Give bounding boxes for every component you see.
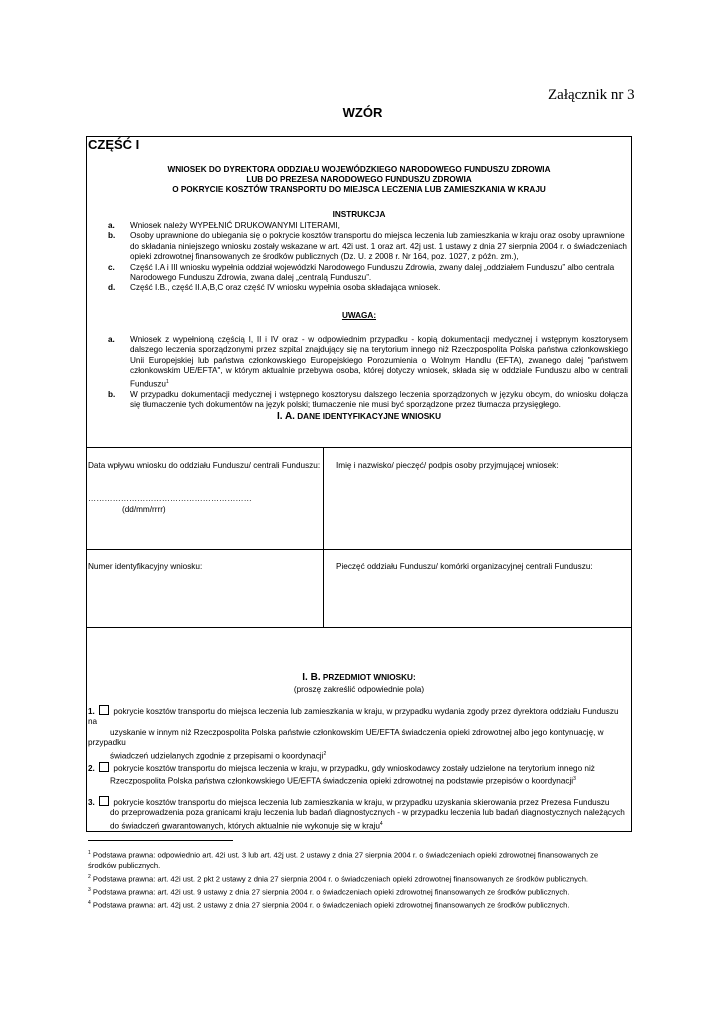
- application-id-label: Numer identyfikacyjny wniosku:: [88, 562, 203, 571]
- footnote-marker: 4: [88, 899, 91, 906]
- option-2: [88, 762, 628, 788]
- item-label: a.: [108, 335, 115, 344]
- footnote: [88, 848, 628, 872]
- item-text: Osoby uprawnione do ubiegania się o pokrycie kosztów transportu do miejsca leczenia lub zamieszkania w kraju oraz osoby uprawnione do składania niniejszego wniosku zostały wskazane w art. 42i ust. 1 oraz art. 42j ust. 1 ustawy z dnia 27 sierpnia 2004 r. o świadczeniach opieki zdrowotnej finansowanych ze środków publicznych (Dz. U. z 2008 r. Nr 164, poz. 1027, z późn. zm.),: [130, 231, 627, 262]
- list-item: [108, 263, 628, 284]
- section-b-title: PRZEDMIOT WNIOSKU:: [322, 673, 416, 682]
- footnote-text: Podstawa prawna: art. 42i ust. 9 ustawy z dnia 27 sierpnia 2004 r. o świadczeniach opieki zdrowotnej finansowanych ze środków publicznych.: [90, 887, 570, 897]
- form-title: [86, 165, 632, 195]
- part-title: CZĘŚĆ I: [88, 137, 140, 152]
- option-1: [88, 705, 628, 762]
- option-3-checkbox[interactable]: [99, 796, 109, 806]
- footnote-ref: 4: [379, 820, 383, 827]
- item-text: Wniosek z wypełnioną częścią I, II i IV oraz - w odpowiednim przypadku - kopią dokumentacji medycznej i wstępnym kosztorysem dalszego leczenia sporządzonymi przez szpital znajdujący się na terytorium innego niż Rzeczpospolita Polska państwa członkowskiego Unii Europejskiej lub państwa członkowskiego Europejskiego Porozumienia o Wolnym Handlu (EFTA), zwanego dalej "państwem członkowskim UE/EFTA", w którym aktualnie przebywa osoba, której dotyczy wniosek, składa się w oddziale Funduszu albo w centrali Funduszu: [130, 335, 628, 389]
- date-received-field[interactable]: ……………………………………………………: [88, 494, 252, 503]
- footnote: [88, 898, 628, 911]
- footnote-ref: 3: [573, 776, 576, 783]
- item-label: a.: [108, 221, 115, 230]
- item-label: b.: [108, 231, 116, 241]
- item-text: Część I.B., część II.A,B,C oraz część IV wniosku wypełnia osoba składająca wniosek.: [130, 283, 441, 293]
- option-number: 1.: [88, 707, 95, 716]
- footnote-ref: 2: [323, 750, 327, 757]
- option-text: świadczeń udzielanych zgodnie z przepisami o koordynacji: [110, 751, 324, 761]
- option-2-checkbox[interactable]: [99, 762, 109, 772]
- option-text: uzyskanie w innym niż Rzeczpospolita Polska państwie członkowskim UE/EFTA świadczenia opieki zdrowotnej albo jego kontynuację, w: [110, 727, 604, 737]
- option-text: Rzeczpospolita Polska państwa członkowskiego UE/EFTA świadczenia opieki zdrowotnej na podstawie przepisów o koordynacji: [110, 777, 574, 787]
- footnote-text: Podstawa prawna: odpowiednio art. 42i ust. 3 lub art. 42j ust. 2 ustawy z dnia 27 sierpnia 2004 r. o świadczeniach opieki zdrowotnej finansowanych ze środków publicznych.: [88, 850, 599, 871]
- option-text: do przeprowadzenia poza granicami kraju leczenia lub badań diagnostycznych - w przypadku leczenia lub badań diagnostycznych należących: [110, 808, 625, 818]
- section-b-heading: [86, 672, 632, 683]
- footnote: [88, 872, 628, 885]
- footnote-text: Podstawa prawna: art. 42i ust. 2 pkt 2 ustawy z dnia 27 sierpnia 2004 r. o świadczeniach opieki zdrowotnej finansowanych ze środków publicznych.: [90, 874, 589, 884]
- notice-list: [108, 335, 628, 411]
- fund-stamp-label: Pieczęć oddziału Funduszu/ komórki organizacyjnej centrali Funduszu:: [336, 562, 593, 571]
- date-format-hint: (dd/mm/rrrr): [122, 505, 166, 514]
- option-1-checkbox[interactable]: [99, 705, 109, 715]
- option-number: 3.: [88, 798, 95, 807]
- item-label: c.: [108, 262, 115, 272]
- option-3: [88, 796, 628, 832]
- instructions-list: [108, 221, 628, 294]
- footnote: [88, 885, 628, 898]
- item-text: Wniosek należy WYPEŁNIĆ DRUKOWANYMI LITERAMI,: [130, 221, 340, 230]
- option-text: pokrycie kosztów transportu do miejsca leczenia w kraju, w przypadku, gdy wnioskodawcy zostały udzielone na terytorium innego niż: [113, 764, 595, 773]
- footnote-marker: 2: [88, 873, 91, 880]
- section-a-title: DANE IDENTYFIKACYJNE WNIOSKU: [297, 412, 441, 421]
- footnotes: [88, 848, 628, 911]
- option-text: pokrycie kosztów transportu do miejsca leczenia lub zamieszkania w kraju, w przypadku wydania zgody przez dyrektora oddziału Funduszu na: [88, 707, 619, 727]
- form-title-line: WNIOSEK DO DYREKTORA ODDZIAŁU WOJEWÓDZKIEGO NARODOWEGO FUNDUSZU ZDROWIA: [167, 165, 551, 174]
- list-item: [108, 231, 628, 262]
- annex-label: Załącznik nr 3: [548, 87, 635, 103]
- instructions-heading: INSTRUKCJA: [332, 210, 386, 219]
- option-text: przypadku: [88, 738, 126, 748]
- footnote-ref: 1: [165, 378, 169, 385]
- notice-heading: UWAGA:: [341, 311, 377, 320]
- section-a-number: I. A.: [277, 411, 295, 422]
- option-text: do świadczeń gwarantowanych, których aktualnie nie wykonuje się w kraju: [110, 821, 380, 831]
- section-a-heading: [86, 411, 632, 422]
- list-item: [108, 283, 628, 293]
- document-title: WZÓR: [342, 105, 383, 120]
- footnote-text: Podstawa prawna: art. 42j ust. 2 ustawy z dnia 27 sierpnia 2004 r. o świadczeniach opieki zdrowotnej finansowanych ze środków publicznych.: [90, 900, 570, 910]
- list-item: [108, 335, 628, 390]
- form-title-line: O POKRYCIE KOSZTÓW TRANSPORTU DO MIEJSCA LECZENIA LUB ZAMIESZKANIA W KRAJU: [172, 185, 546, 194]
- item-text: W przypadku dokumentacji medycznej i wstępnego kosztorysu dalszego leczenia sporządzonych w języku obcym, do wniosku dołącza się tłumaczenie tych dokumentów na język polski; tłumaczenie nie musi być sporządzone przez tłumacza przysięgłego.: [130, 389, 628, 410]
- option-text: pokrycie kosztów transportu do miejsca leczenia lub zamieszkania w kraju, w przypadku uzyskania skierowania przez Prezesa Funduszu: [113, 798, 610, 807]
- section-a-table: [86, 447, 632, 628]
- item-text: Część I.A i III wniosku wypełnia oddział wojewódzki Narodowego Funduszu Zdrowia, zwany dalej „oddziałem Funduszu” albo centrala Narodowego Funduszu Zdrowia, zwana dalej „centralą Funduszu”.: [130, 262, 615, 283]
- footnote-marker: 1: [88, 850, 91, 856]
- list-item: [108, 390, 628, 411]
- item-label: d.: [108, 283, 116, 293]
- item-label: b.: [108, 389, 116, 399]
- form-title-line: LUB DO PREZESA NARODOWEGO FUNDUSZU ZDROWIA: [246, 175, 472, 184]
- date-received-label: Data wpływu wniosku do oddziału Funduszu/ centrali Funduszu:: [88, 461, 321, 470]
- receiver-label: Imię i nazwisko/ pieczęć/ podpis osoby przyjmującej wniosek:: [336, 461, 559, 470]
- section-b-subtitle: (proszę zakreślić odpowiednie pola): [293, 685, 425, 694]
- section-b-number: I. B.: [302, 672, 321, 683]
- list-item: [108, 221, 628, 231]
- footnote-marker: 3: [88, 886, 91, 893]
- option-number: 2.: [88, 764, 95, 773]
- footnote-separator: [88, 840, 233, 841]
